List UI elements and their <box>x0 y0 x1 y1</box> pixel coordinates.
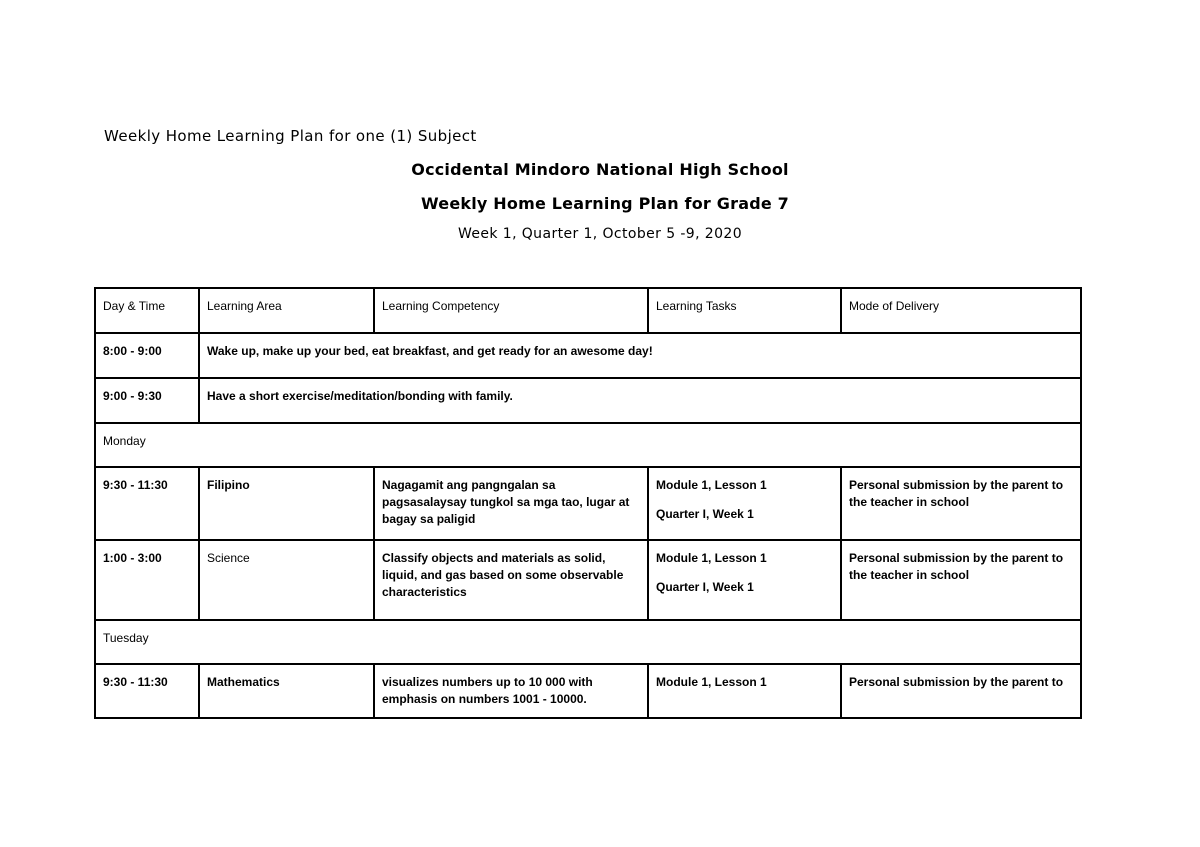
task-lesson: Module 1, Lesson 1 <box>656 551 767 565</box>
school-name: Occidental Mindoro National High School <box>411 160 789 179</box>
tasks-cell <box>648 467 841 540</box>
table-header-row <box>95 288 1081 333</box>
day-label: Monday <box>95 423 1081 467</box>
task-lesson: Module 1, Lesson 1 <box>656 478 767 492</box>
delivery-cell: Personal submission by the parent to the teacher in school <box>841 467 1081 540</box>
task-week: Quarter I, Week 1 <box>656 507 754 521</box>
time-cell: 8:00 - 9:00 <box>95 333 199 378</box>
time-cell: 1:00 - 3:00 <box>95 540 199 620</box>
table-row <box>95 378 1081 423</box>
day-label: Tuesday <box>95 620 1081 664</box>
table-row <box>95 467 1081 540</box>
plan-title: Weekly Home Learning Plan for Grade 7 <box>420 194 790 213</box>
learning-area-cell: Science <box>199 540 374 620</box>
routine-activity: Wake up, make up your bed, eat breakfast, and get ready for an awesome day! <box>199 333 1081 378</box>
time-cell: 9:30 - 11:30 <box>95 664 199 718</box>
column-header-mode-of-delivery: Mode of Delivery <box>841 288 1081 333</box>
delivery-cell: Personal submission by the parent to the teacher in school <box>841 540 1081 620</box>
column-header-learning-area: Learning Area <box>199 288 374 333</box>
week-subtitle: Week 1, Quarter 1, October 5 -9, 2020 <box>457 226 743 242</box>
learning-plan-table <box>94 287 1082 719</box>
table-row <box>95 333 1081 378</box>
routine-activity: Have a short exercise/meditation/bonding with family. <box>199 378 1081 423</box>
table-row <box>95 540 1081 620</box>
task-lesson: Module 1, Lesson 1 <box>656 675 767 689</box>
day-row-monday <box>95 423 1081 467</box>
tasks-cell <box>648 540 841 620</box>
learning-area-cell: Mathematics <box>199 664 374 718</box>
learning-area-cell: Filipino <box>199 467 374 540</box>
task-week: Quarter I, Week 1 <box>656 580 754 594</box>
day-row-tuesday <box>95 620 1081 664</box>
time-cell: 9:00 - 9:30 <box>95 378 199 423</box>
column-header-day-time: Day & Time <box>95 288 199 333</box>
competency-cell: visualizes numbers up to 10 000 with emphasis on numbers 1001 - 10000. <box>374 664 648 718</box>
column-header-learning-tasks: Learning Tasks <box>648 288 841 333</box>
tasks-cell <box>648 664 841 718</box>
competency-cell: Nagagamit ang pangngalan sa pagsasalaysay tungkol sa mga tao, lugar at bagay sa paligid <box>374 467 648 540</box>
document-heading: Weekly Home Learning Plan for one (1) Subject <box>104 127 477 145</box>
time-cell: 9:30 - 11:30 <box>95 467 199 540</box>
competency-cell: Classify objects and materials as solid, liquid, and gas based on some observable characteristics <box>374 540 648 620</box>
table-row <box>95 664 1081 718</box>
column-header-learning-competency: Learning Competency <box>374 288 648 333</box>
delivery-cell: Personal submission by the parent to <box>841 664 1081 718</box>
